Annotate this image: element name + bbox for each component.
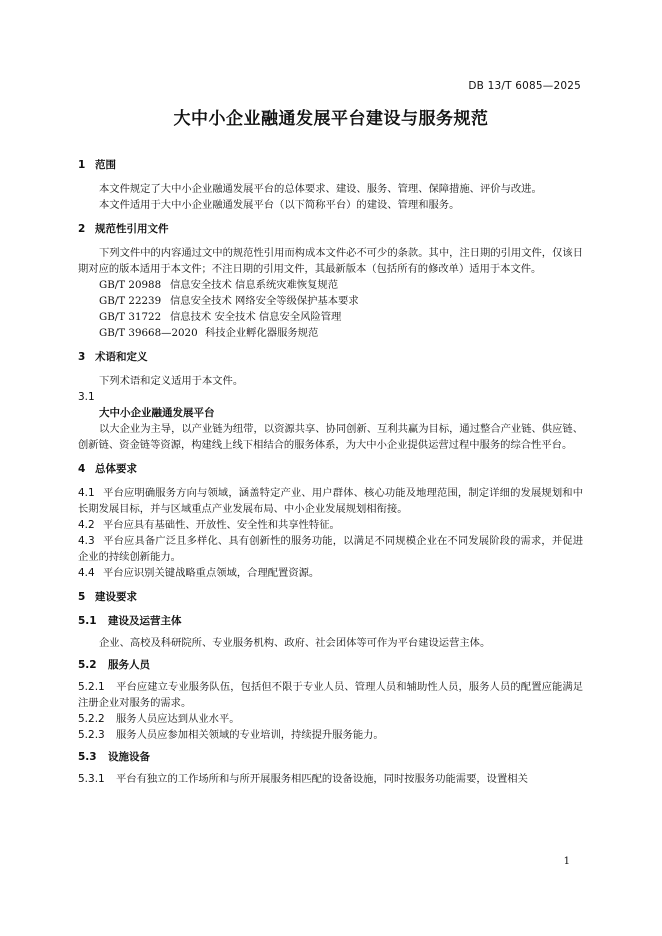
section-title: 规范性引用文件: [95, 223, 169, 235]
section-heading-general-requirements: [78, 461, 583, 477]
reference-name: 信息安全技术 网络安全等级保护基本要求: [170, 295, 359, 307]
section-number: 4: [78, 463, 86, 475]
reference-name: 信息安全技术 信息系统灾难恢复规范: [170, 279, 339, 291]
clause: [78, 485, 583, 517]
section-title: 范围: [95, 159, 116, 171]
clause-text: 服务人员应达到从业水平。: [116, 713, 240, 725]
clause-text: 平台应建立专业服务队伍，包括但不限于专业人员、管理人员和辅助性人员，服务人员的配置应能满足注册企业对服务的需求。: [78, 681, 583, 709]
clause-number: 4.1: [78, 487, 95, 499]
reference-item: [78, 293, 583, 309]
page-number: 1: [563, 856, 570, 867]
clause: [78, 565, 583, 581]
clause: [78, 517, 583, 533]
term-number: 3.1: [78, 391, 95, 403]
clause-number: 4.2: [78, 519, 95, 531]
section-number: 1: [78, 159, 86, 171]
reference-name: 信息技术 安全技术 信息安全风险管理: [170, 311, 342, 323]
paragraph: 下列文件中的内容通过文中的规范性引用而构成本文件必不可少的条款。其中，注日期的引用文件，仅该日期对应的版本适用于本文件；不注日期的引用文件，其最新版本（包括所有的修改单）适用于本文件。: [78, 247, 583, 275]
reference-code: GB/T 20988: [99, 279, 162, 291]
reference-item: [78, 277, 583, 293]
clause: [78, 771, 583, 787]
reference-code: GB/T 39668—2020: [99, 327, 198, 339]
section-title: 总体要求: [95, 463, 137, 475]
section-heading-normative-references: [78, 221, 583, 237]
subsection-title: 设施设备: [108, 751, 150, 763]
reference-item: [78, 309, 583, 325]
subsection-number: 5.3: [78, 751, 97, 763]
section-heading-scope: [78, 157, 583, 173]
document-body: [78, 149, 583, 787]
section-title: 术语和定义: [95, 351, 148, 363]
paragraph: 本文件适用于大中小企业融通发展平台（以下简称平台）的建设、管理和服务。: [99, 199, 460, 211]
section-heading-construction-requirements: [78, 589, 583, 605]
section-number: 3: [78, 351, 86, 363]
reference-item: [78, 325, 583, 341]
section-number: 2: [78, 223, 86, 235]
paragraph: 下列术语和定义适用于本文件。: [99, 375, 244, 387]
subsection-heading-facilities: [78, 749, 583, 765]
subsection-heading-service-staff: [78, 657, 583, 673]
clause-text: 平台有独立的工作场所和与所开展服务相匹配的设备设施，同时按服务功能需要，设置相关: [116, 773, 528, 785]
term-name: 大中小企业融通发展平台: [99, 407, 215, 419]
clause-number: 5.2.1: [78, 681, 105, 693]
document-title: 大中小企业融通发展平台建设与服务规范: [173, 109, 489, 129]
clause-number: 4.3: [78, 535, 95, 547]
clause-number: 4.4: [78, 567, 95, 579]
subsection-title: 建设及运营主体: [108, 615, 182, 627]
clause-number: 5.2.3: [78, 729, 105, 741]
reference-code: GB/T 22239: [99, 295, 162, 307]
section-heading-terms: [78, 349, 583, 365]
reference-list: [78, 277, 583, 341]
subsection-number: 5.1: [78, 615, 97, 627]
clause-text: 平台应识别关键战略重点领域，合理配置资源。: [103, 567, 320, 579]
section-number: 5: [78, 591, 86, 603]
clause-text: 平台应明确服务方向与领域，涵盖特定产业、用户群体、核心功能及地理范围，制定详细的发展规划和中长期发展目标，并与区域重点产业发展布局、中小企业发展规划相衔接。: [78, 487, 583, 515]
clause-text: 服务人员应参加相关领域的专业培训，持续提升服务能力。: [116, 729, 384, 741]
clause-text: 平台应具备广泛且多样化、具有创新性的服务功能，以满足不同规模企业在不同发展阶段的需求，并促进企业的持续创新能力。: [78, 535, 583, 563]
reference-code: GB/T 31722: [99, 311, 162, 323]
subsection-number: 5.2: [78, 659, 97, 671]
clause: [78, 711, 583, 727]
document-code: DB 13/T 6085—2025: [468, 80, 581, 92]
paragraph: 本文件规定了大中小企业融通发展平台的总体要求、建设、服务、管理、保障措施、评价与改进。: [99, 183, 542, 195]
reference-name: 科技企业孵化器服务规范: [205, 327, 319, 339]
clause-number: 5.3.1: [78, 773, 105, 785]
clause: [78, 679, 583, 711]
paragraph: 企业、高校及科研院所、专业服务机构、政府、社会团体等可作为平台建设运营主体。: [99, 637, 491, 649]
clause-text: 平台应具有基础性、开放性、安全性和共享性特征。: [103, 519, 340, 531]
clause: [78, 727, 583, 743]
subsection-heading-operator: [78, 613, 583, 629]
clause: [78, 533, 583, 565]
term-definition: 以大企业为主导，以产业链为纽带，以资源共享、协同创新、互利共赢为目标，通过整合产业链、供应链、创新链、资金链等资源，构建线上线下相结合的服务体系，为大中小企业提供运营过程中服务的综合性平台。: [78, 423, 583, 451]
section-title: 建设要求: [95, 591, 137, 603]
subsection-title: 服务人员: [108, 659, 150, 671]
clause-number: 5.2.2: [78, 713, 105, 725]
